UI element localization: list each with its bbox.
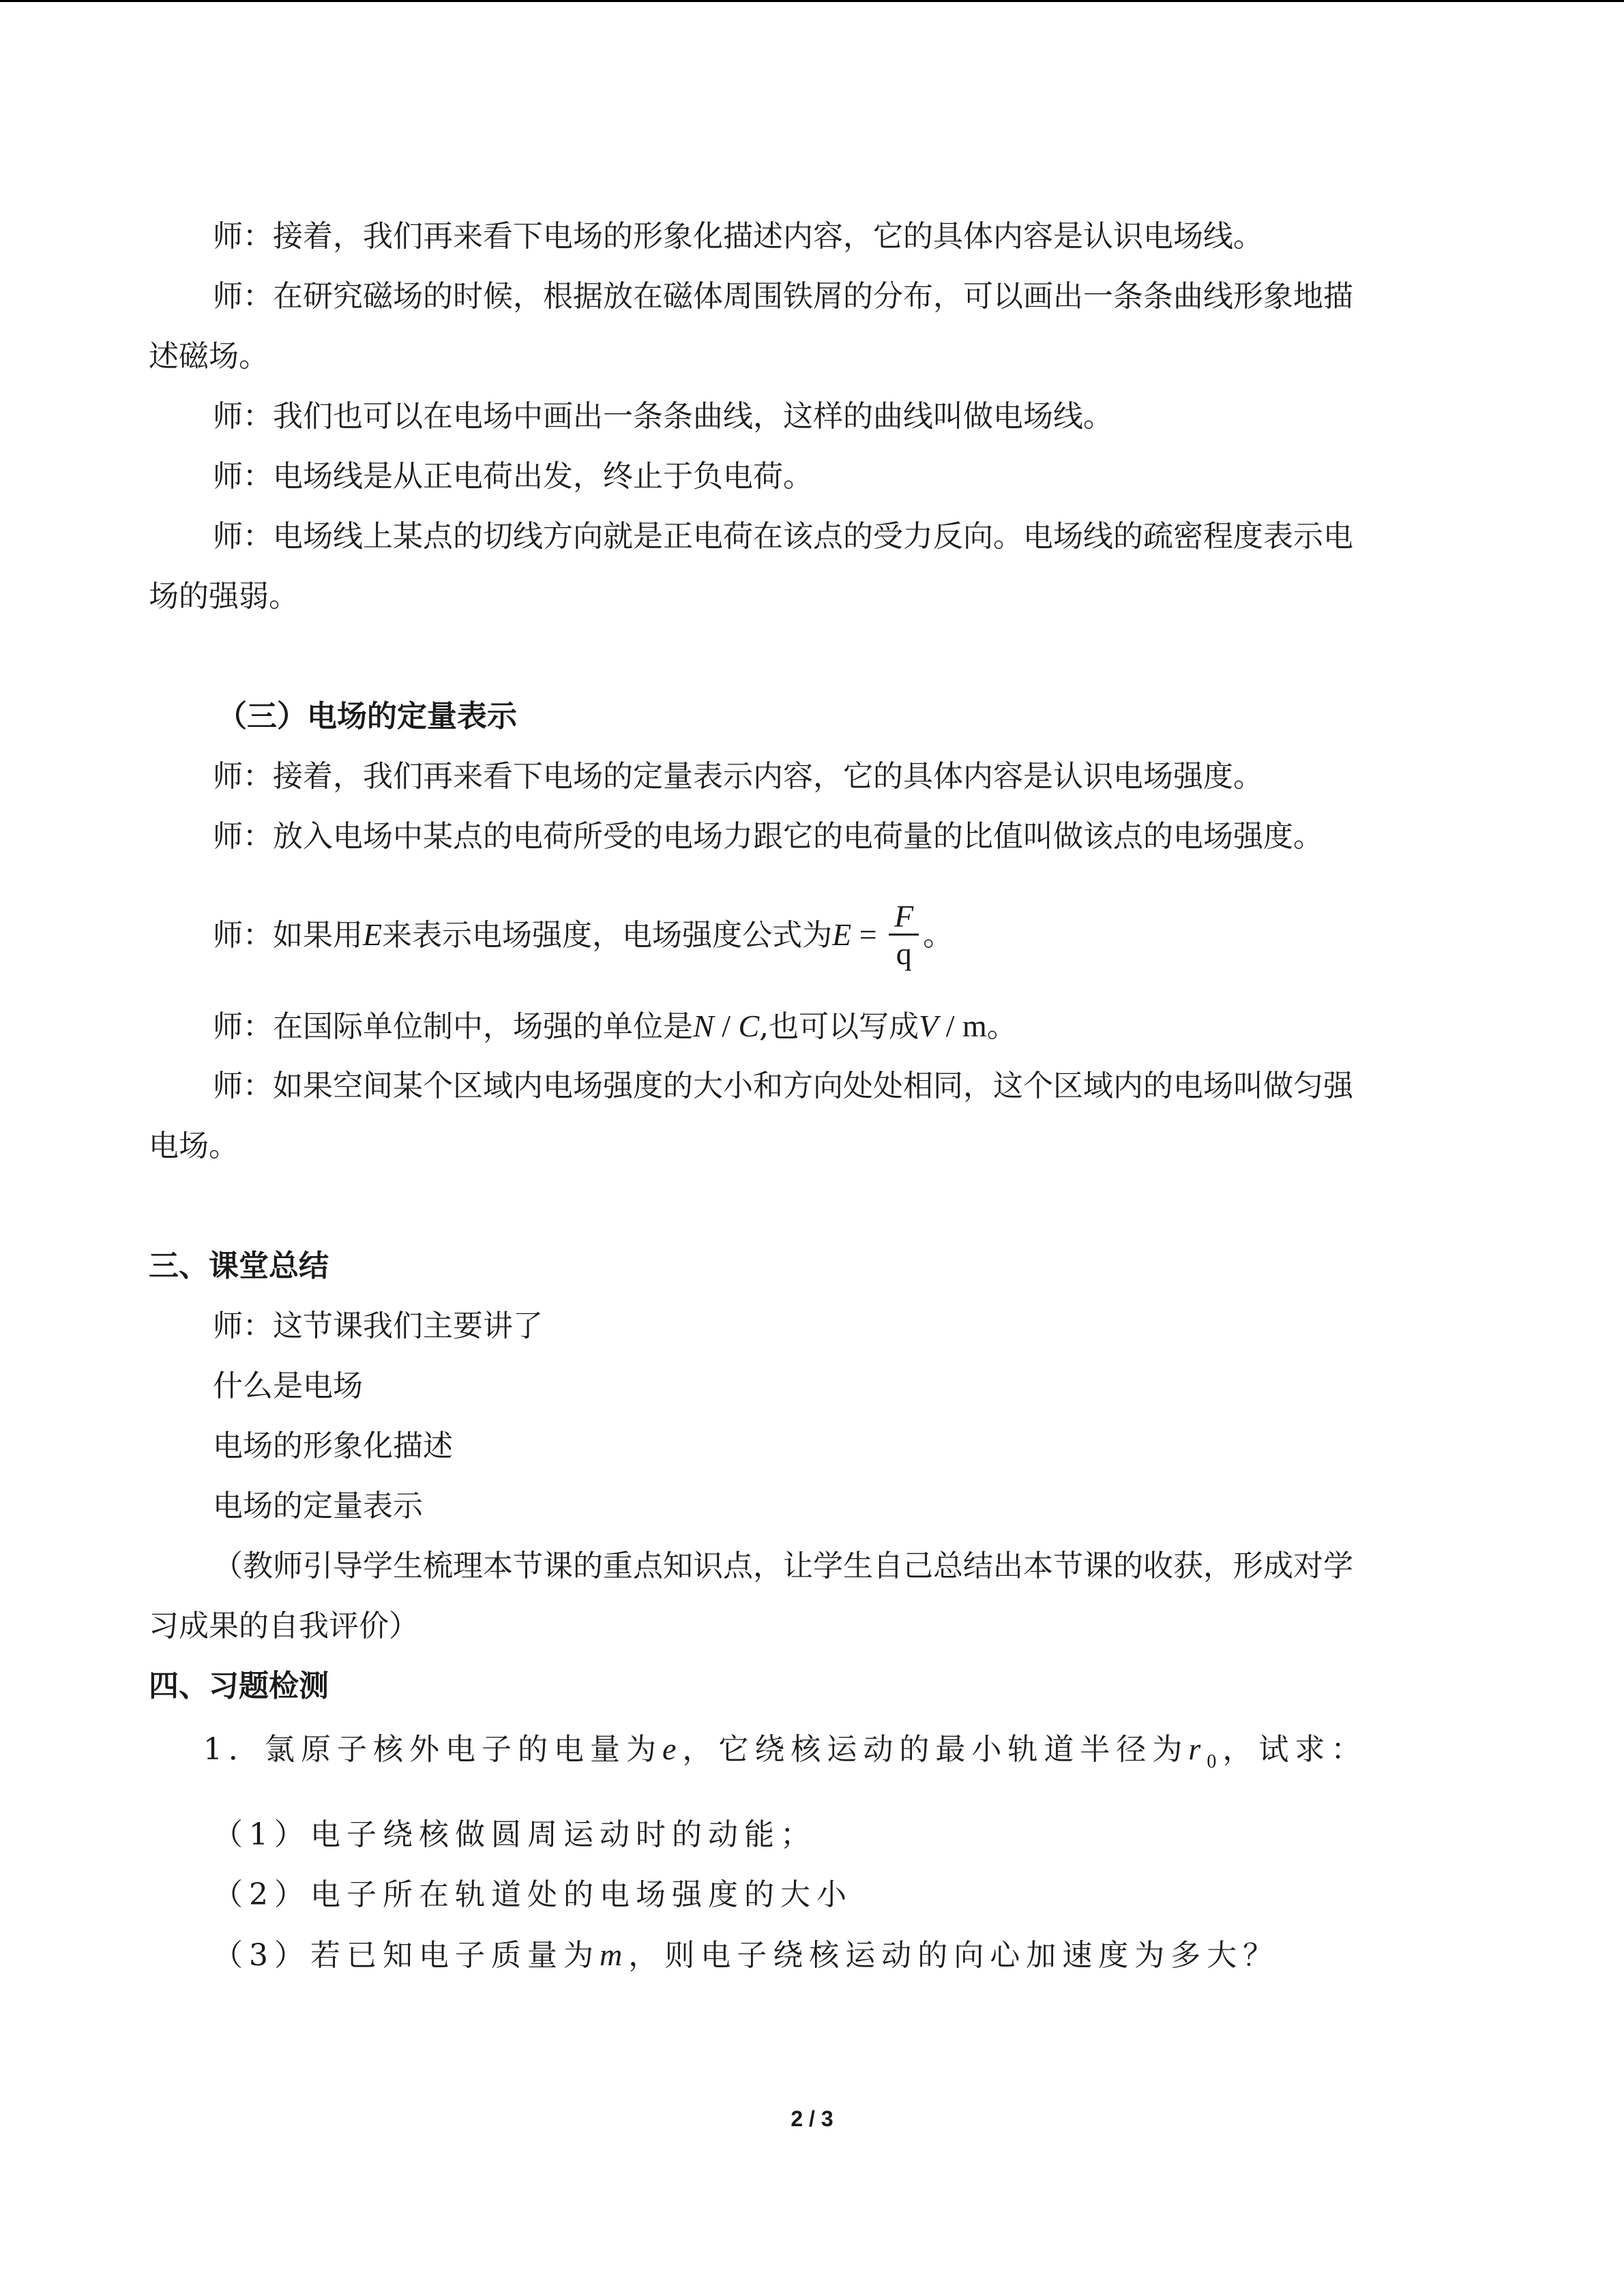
formula-text-pre: 师：如果用: [213, 918, 363, 953]
exercise-subquestion-3: [213, 1936, 1522, 1975]
q1-text-pre: 1．氯原子核外电子的电量为: [203, 1732, 662, 1767]
unit-coulomb: C: [738, 1009, 760, 1043]
sub3-text-pre: （3）若已知电子质量为: [213, 1938, 600, 1973]
paragraph-field-line-density-cont: 场的强弱。: [149, 579, 299, 614]
summary-item-visual-description: 电场的形象化描述: [213, 1429, 453, 1463]
sub3-text-post: ，则电子绕核运动的向心加速度为多大？: [628, 1938, 1280, 1973]
formula-text-mid: 来表示电场强度，电场强度公式为: [382, 918, 833, 953]
section-heading-summary: 三、课堂总结: [149, 1249, 329, 1283]
exercise-subquestion-1: （1）电子绕核做圆周运动时的动能；: [213, 1817, 816, 1852]
formula-lhs: E: [832, 917, 852, 952]
formula-denominator: q: [896, 936, 912, 971]
summary-item-quantitative: 电场的定量表示: [213, 1489, 423, 1523]
paragraph-magnetic-analogy: 师：在研究磁场的时候，根据放在磁体周围铁屑的分布，可以画出一条条曲线形象地描: [213, 279, 1353, 314]
summary-item-what-is-field: 什么是电场: [213, 1369, 363, 1403]
summary-intro: 师：这节课我们主要讲了: [213, 1309, 543, 1343]
units-text-post: 。: [986, 1009, 1017, 1044]
exercise-subquestion-2: （2）电子所在轨道处的电场强度的大小: [213, 1877, 853, 1912]
paragraph-uniform-field: 师：如果空间某个区域内电场强度的大小和方向处处相同，这个区域内的电场叫做匀强: [213, 1069, 1353, 1103]
unit-newton: N: [693, 1009, 714, 1043]
formula-numerator: F: [889, 899, 919, 936]
paragraph-field-strength-definition: 师：放入电场中某点的电荷所受的电场力跟它的电荷量的比值叫做该点的电场强度。: [213, 819, 1323, 854]
paragraph-uniform-field-cont: 电场。: [149, 1129, 239, 1163]
section-heading-quantitative: （三）电场的定量表示: [217, 699, 517, 734]
sub3-variable-m: m: [600, 1937, 629, 1972]
paragraph-magnetic-analogy-cont: 述磁场。: [149, 339, 269, 374]
formula-text-post: 。: [923, 918, 954, 953]
exercise-question-1: [203, 1730, 1513, 1781]
formula-fraction: [889, 899, 919, 972]
formula-variable-e: E: [363, 917, 383, 952]
summary-teacher-note: （教师引导学生梳理本节课的重点知识点，让学生自己总结出本节课的收获，形成对学: [213, 1549, 1353, 1583]
q1-variable-e: e: [662, 1731, 683, 1766]
paragraph-field-lines-intro: 师：接着，我们再来看下电场的形象化描述内容，它的具体内容是认识电场线。: [213, 219, 1263, 254]
unit-per-meter: / m: [938, 1009, 987, 1043]
q1-text-post: ，试求：: [1222, 1732, 1368, 1767]
paragraph-field-strength-units: [213, 1007, 1522, 1046]
paragraph-field-line-density: 师：电场线上某点的切线方向就是正电荷在该点的受力反向。电场线的疏密程度表示电: [213, 519, 1353, 554]
paragraph-field-line-definition: 师：我们也可以在电场中画出一条条曲线，这样的曲线叫做电场线。: [213, 399, 1113, 434]
unit-slash-1: /: [713, 1009, 739, 1043]
units-text-pre: 师：在国际单位制中，场强的单位是: [213, 1009, 693, 1044]
paragraph-field-line-direction: 师：电场线是从正电荷出发，终止于负电荷。: [213, 459, 813, 494]
q1-variable-r: r: [1188, 1731, 1207, 1766]
summary-teacher-note-cont: 习成果的自我评价）: [149, 1609, 419, 1643]
unit-volt: V: [919, 1009, 939, 1043]
q1-text-mid: ，它绕核运动的最小轨道半径为: [682, 1732, 1189, 1767]
page-number: 2 / 3: [791, 2106, 833, 2131]
section-heading-exercises: 四、习题检测: [149, 1669, 329, 1703]
paragraph-field-strength-formula: [213, 901, 1522, 974]
units-text-mid: ,也可以写成: [759, 1009, 919, 1044]
paragraph-field-strength-intro: 师：接着，我们再来看下电场的定量表示内容，它的具体内容是认识电场强度。: [213, 759, 1263, 794]
q1-subscript-zero: 0: [1207, 1751, 1223, 1772]
formula-equals: =: [851, 917, 885, 952]
